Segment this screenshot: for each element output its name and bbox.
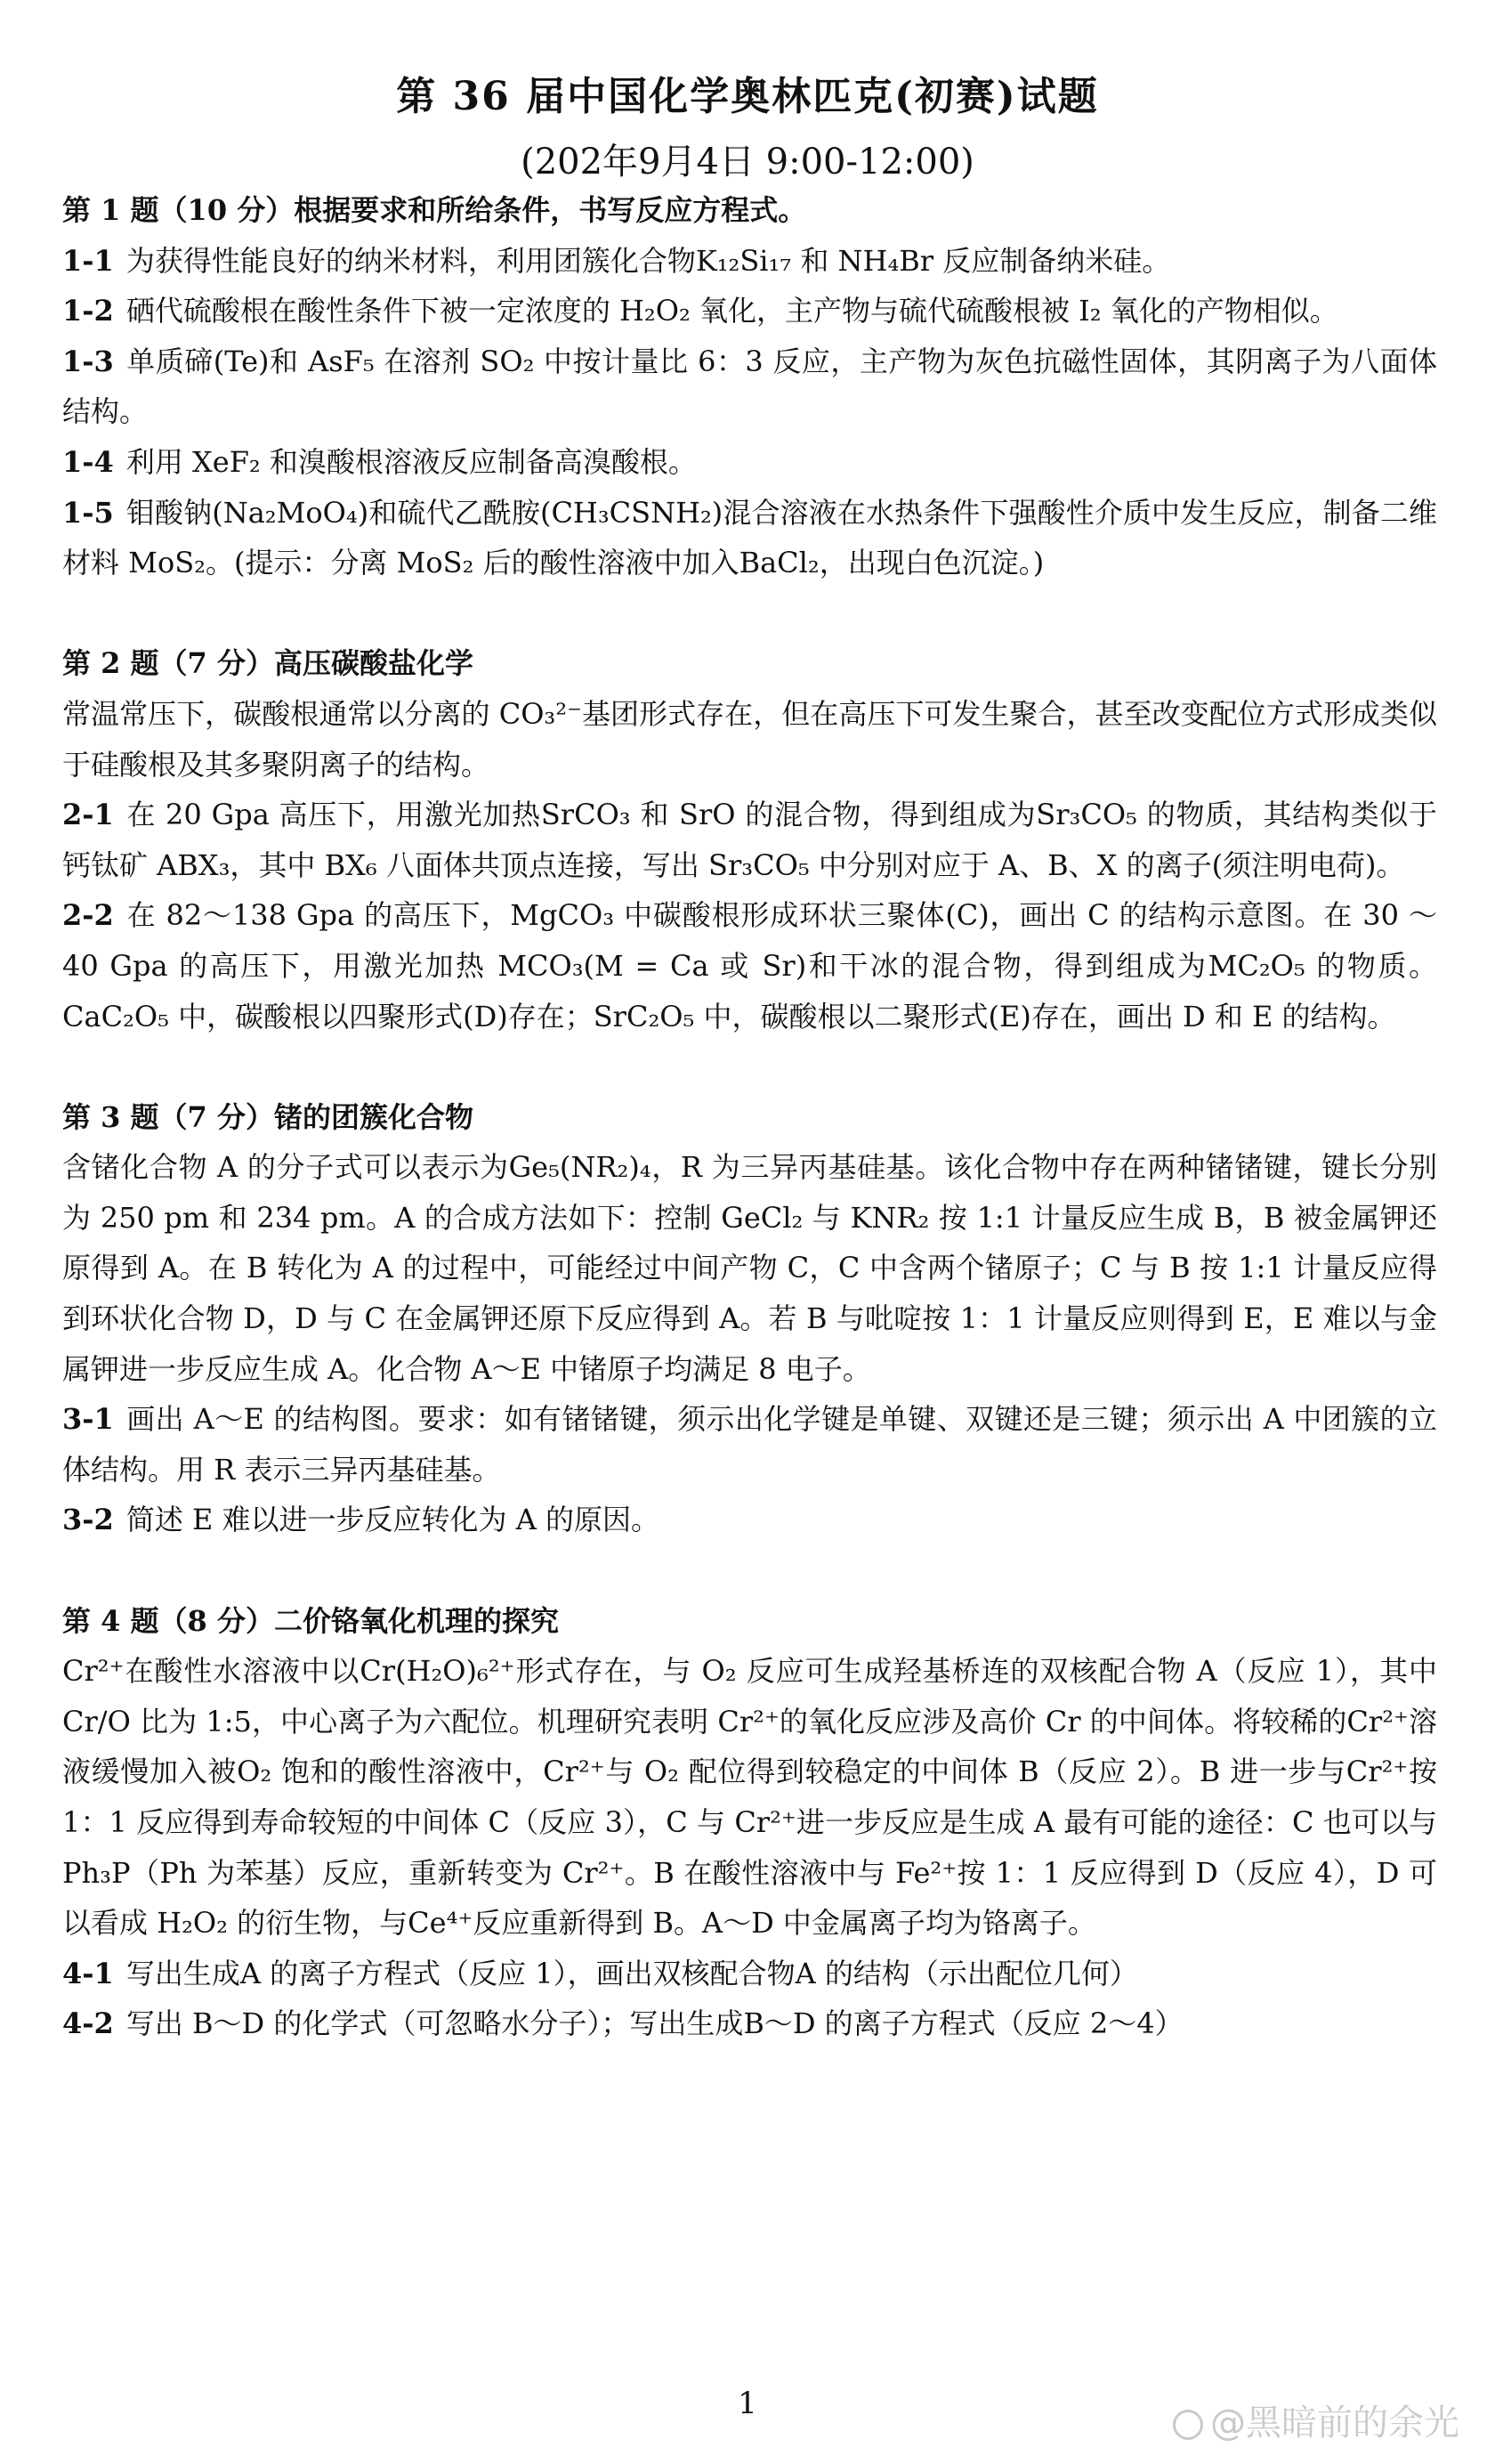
sub-question (62, 1495, 1437, 1545)
sub-question (62, 336, 1437, 437)
question-intro: 含锗化合物 A 的分子式可以表示为Ge₅(NR₂)₄，R 为三异丙基硅基。该化合物中存在两种锗锗键，键长分别为 250 pm 和 234 pm。A 的合成方法如下：控制 GeCl₂ 与 KNR₂ 按 1:1 计量反应生成 B，B 被金属钾还原得到 A。在 B 转化为 A 的过程中，可能经过中间产物 C，C 中含两个锗原子；C 与 B 按 1:1 计量反应得到环状化合物 D，D 与 C 在金属钾还原下反应得到 A。若 B 与吡啶按 1：1 计量反应则得到 E，E 难以与金属钾进一步反应生成 A。化合物 A～E 中锗原子均满足 8 电子。 (62, 1150, 1437, 1386)
question-heading: 第 2 题（7 分）高压碳酸盐化学 (62, 646, 473, 681)
sub-question-text: 简述 E 难以进一步反应转化为 A 的原因。 (125, 1503, 659, 1537)
sub-question (62, 286, 1437, 336)
question-2 (62, 638, 1437, 1042)
sub-question-label: 1-5 (62, 495, 114, 530)
question-3 (62, 1092, 1437, 1545)
sub-question (62, 1394, 1437, 1495)
sub-question-text: 利用 XeF₂ 和溴酸根溶液反应制备高溴酸根。 (125, 444, 697, 479)
sub-question (62, 890, 1437, 1042)
sub-question-label: 1-1 (62, 243, 114, 278)
watermark (1173, 2395, 1459, 2445)
watermark-text: @黑暗前的余光 (1210, 2403, 1459, 2444)
sub-question-text: 为获得性能良好的纳米材料，利用团簇化合物K₁₂Si₁₇ 和 NH₄Br 反应制备纳米硅。 (125, 243, 1171, 278)
sub-question-label: 1-4 (62, 444, 114, 479)
sub-question-label: 3-2 (62, 1503, 114, 1537)
question-intro: Cr²⁺在酸性水溶液中以Cr(H₂O)₆²⁺形式存在，与 O₂ 反应可生成羟基桥连的双核配合物 A（反应 1），其中 Cr/O 比为 1:5，中心离子为六配位。机理研究表明 Cr²⁺的氧化反应涉及高价 Cr 的中间体。将较稀的Cr²⁺溶液缓慢加入被O₂ 饱和的酸性溶液中，Cr²⁺与 O₂ 配位得到较稳定的中间体 B（反应 2）。B 进一步与Cr²⁺按 1：1 反应得到寿命较短的中间体 C（反应 3），C 与 Cr²⁺进一步反应是生成 A 最有可能的途径：C 也可以与Ph₃P（Ph 为苯基）反应，重新转变为 Cr²⁺。B 在酸性溶液中与 Fe²⁺按 1：1 反应得到 D（反应 4），D 可以看成 H₂O₂ 的衍生物，与Ce⁴⁺反应重新得到 B。A～D 中金属离子均为铬离子。 (62, 1654, 1437, 1941)
sub-question-text: 写出生成A 的离子方程式（反应 1），画出双核配合物A 的结构（示出配位几何） (125, 1956, 1138, 1990)
sub-question-text: 写出 B～D 的化学式（可忽略水分子）；写出生成B～D 的离子方程式（反应 2～4） (125, 2006, 1184, 2041)
exam-date: (202年9月4日 9:00-12:00) (521, 142, 974, 182)
question-list (62, 185, 1437, 2049)
sub-question (62, 437, 1437, 488)
page-number: 1 (738, 2386, 757, 2421)
sub-question-label: 1-3 (62, 344, 114, 378)
sub-question-text: 单质碲(Te)和 AsF₅ 在溶剂 SO₂ 中按计量比 6：3 反应，主产物为灰色抗磁性固体，其阴离子为八面体结构。 (62, 344, 1437, 429)
question-4 (62, 1596, 1437, 2049)
question-heading: 第 3 题（7 分）锗的团簇化合物 (62, 1099, 473, 1134)
sub-question-label: 4-2 (62, 2006, 114, 2041)
question-heading: 第 1 题（10 分）根据要求和所给条件，书写反应方程式。 (62, 193, 807, 227)
sub-question (62, 1949, 1437, 1999)
sub-question-text: 硒代硫酸根在酸性条件下被一定浓度的 H₂O₂ 氧化，主产物与硫代硫酸根被 I₂ 氧化的产物相似。 (125, 294, 1338, 328)
sub-question-label: 2-2 (62, 898, 114, 933)
sub-question-label: 2-1 (62, 798, 114, 832)
question-1 (62, 185, 1437, 588)
question-heading: 第 4 题（8 分）二价铬氧化机理的探究 (62, 1603, 559, 1638)
sub-question-text: 画出 A～E 的结构图。要求：如有锗锗键，须示出化学键是单键、双键还是三键；须示出 A 中团簇的立体结构。用 R 表示三异丙基硅基。 (62, 1402, 1437, 1487)
sub-question-label: 4-1 (62, 1956, 114, 1990)
sub-question (62, 236, 1437, 287)
sub-question (62, 488, 1437, 588)
sub-question-label: 1-2 (62, 294, 114, 328)
sub-question-text: 在 82～138 Gpa 的高压下，MgCO₃ 中碳酸根形成环状三聚体(C)，画出 C 的结构示意图。在 30 ～ 40 Gpa 的高压下，用激光加热 MCO₃(M = Ca 或 Sr)和干冰的混合物，得到组成为MC₂O₅ 的物质。CaC₂O₅ 中，碳酸根以四聚形式(D)存在；SrC₂O₅ 中，碳酸根以二聚形式(E)存在，画出 D 和 E 的结构。 (62, 898, 1437, 1033)
sub-question-text: 在 20 Gpa 高压下，用激光加热SrCO₃ 和 SrO 的混合物，得到组成为Sr₃CO₅ 的物质，其结构类似于钙钛矿 ABX₃，其中 BX₆ 八面体共顶点连接，写出 Sr₃CO₅ 中分别对应于 A、B、X 的离子(须注明电荷)。 (62, 798, 1437, 882)
page-title: 第 36 届中国化学奥林匹克(初赛)试题 (396, 74, 1099, 119)
sub-question (62, 790, 1437, 890)
sub-question-text: 钼酸钠(Na₂MoO₄)和硫代乙酰胺(CH₃CSNH₂)混合溶液在水热条件下强酸性介质中发生反应，制备二维材料 MoS₂。(提示：分离 MoS₂ 后的酸性溶液中加入BaCl₂，出现白色沉淀。) (62, 495, 1437, 580)
sub-question (62, 1998, 1437, 2049)
question-intro: 常温常压下，碳酸根通常以分离的 CO₃²⁻基团形式存在，但在高压下可发生聚合，甚至改变配位方式形成类似于硅酸根及其多聚阴离子的结构。 (62, 696, 1437, 782)
watermark-icon (1173, 2410, 1203, 2440)
sub-question-label: 3-1 (62, 1402, 114, 1437)
